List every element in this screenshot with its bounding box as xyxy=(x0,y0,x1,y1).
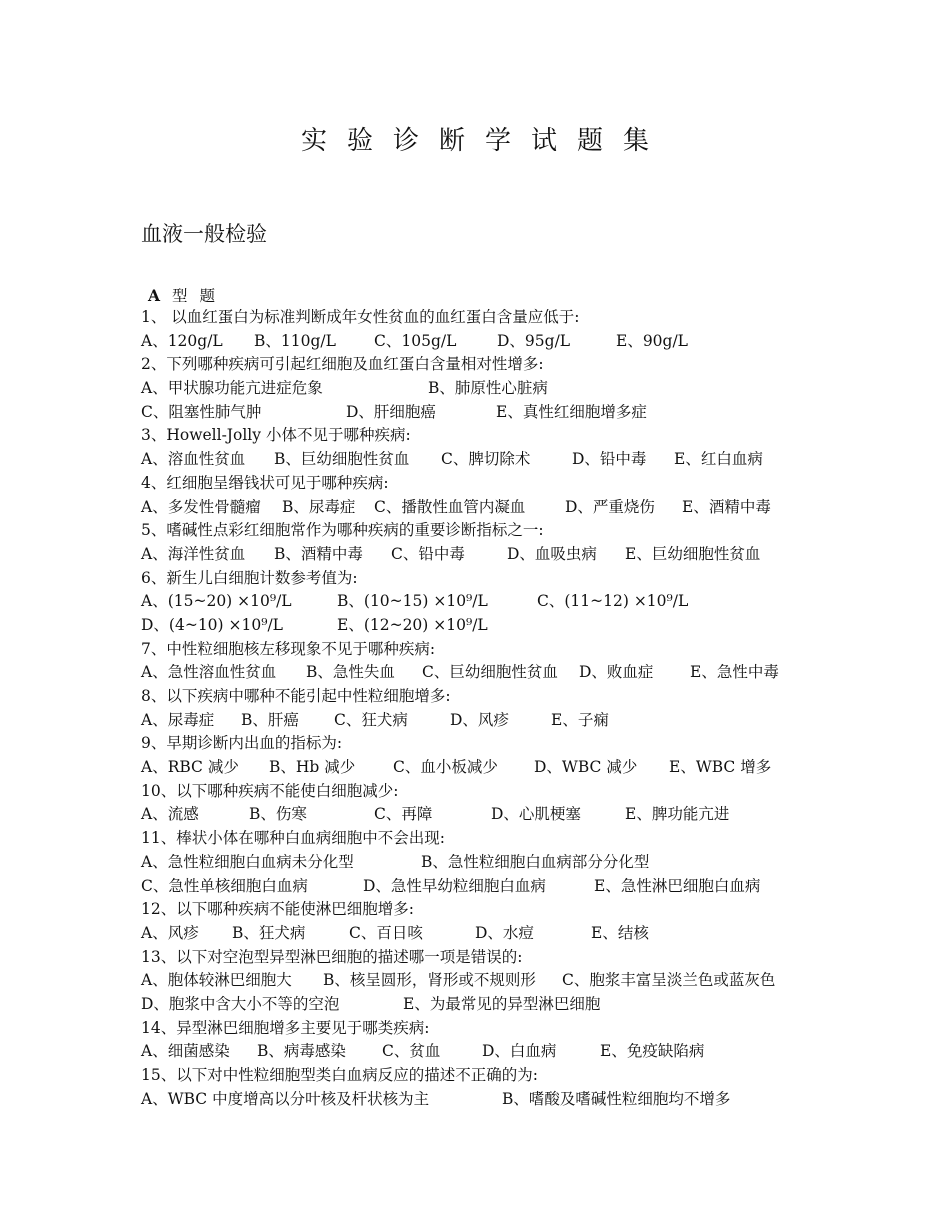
question-type-heading xyxy=(148,284,227,306)
answer-option: B、(10~15) ×10⁹/L xyxy=(337,592,488,611)
answer-option: A、RBC 减少 xyxy=(141,758,239,777)
answer-option: D、胞浆中含大小不等的空泡 xyxy=(141,994,340,1013)
answer-option: B、急性失血 xyxy=(306,663,395,682)
answer-option: B、急性粒细胞白血病部分分化型 xyxy=(421,852,650,871)
question-type-letter: A xyxy=(148,286,161,305)
answer-option: A、尿毒症 xyxy=(141,710,215,729)
question-stem: 15、以下对中性粒细胞型类白血病反应的描述不正确的为: xyxy=(141,1066,538,1084)
answer-options-row xyxy=(141,851,841,875)
section-heading: 血液一般检验 xyxy=(141,222,267,246)
answer-options-row xyxy=(141,803,841,827)
answer-option: E、为最常见的异型淋巴细胞 xyxy=(403,994,601,1013)
answer-option: C、贫血 xyxy=(382,1042,441,1061)
answer-option: D、铅中毒 xyxy=(572,450,647,469)
question-type-label: 型题 xyxy=(172,287,228,305)
answer-option: E、免疫缺陷病 xyxy=(600,1042,705,1061)
question-stem: 8、以下疾病中哪种不能引起中性粒细胞增多: xyxy=(141,687,451,705)
question-stem: 3、Howell-Jolly 小体不见于哪种疾病: xyxy=(141,426,411,445)
answer-option: C、狂犬病 xyxy=(334,710,408,729)
answer-option: B、Hb 减少 xyxy=(269,758,356,777)
answer-option: B、110g/L xyxy=(254,331,336,350)
answer-options-row xyxy=(141,922,841,946)
question-stem: 6、新生儿白细胞计数参考值为: xyxy=(141,568,358,587)
answer-option: D、严重烧伤 xyxy=(565,497,655,516)
answer-option: E、(12~20) ×10⁹/L xyxy=(337,615,488,634)
answer-option: D、WBC 减少 xyxy=(534,758,638,777)
answer-option: C、铅中毒 xyxy=(391,544,465,563)
answer-option: B、狂犬病 xyxy=(232,923,306,942)
answer-option: D、95g/L xyxy=(497,331,571,350)
answer-option: A、多发性骨髓瘤 xyxy=(141,497,261,516)
answer-option: D、(4~10) ×10⁹/L xyxy=(141,615,283,634)
question-stem: 14、异型淋巴细胞增多主要见于哪类疾病: xyxy=(141,1018,430,1037)
answer-option: A、急性溶血性贫血 xyxy=(141,663,277,682)
answer-options-row xyxy=(141,1040,841,1064)
answer-option: A、溶血性贫血 xyxy=(141,450,246,469)
answer-options-row xyxy=(141,756,841,780)
answer-option: C、急性单核细胞白血病 xyxy=(141,876,308,895)
answer-option: B、伤寒 xyxy=(249,805,307,824)
answer-options-row xyxy=(141,590,841,614)
answer-option: D、急性早幼粒细胞白血病 xyxy=(363,876,546,895)
answer-option: B、酒精中毒 xyxy=(274,544,363,563)
answer-option: E、子痫 xyxy=(551,710,609,729)
answer-option: E、结核 xyxy=(591,923,649,942)
answer-option: E、90g/L xyxy=(616,331,688,350)
question-stem: 9、早期诊断内出血的指标为: xyxy=(141,734,343,753)
answer-options-row xyxy=(141,496,841,520)
answer-option: B、核呈圆形，肾形或不规则形 xyxy=(323,971,536,990)
answer-option: D、水痘 xyxy=(475,923,534,942)
answer-options-row xyxy=(141,448,841,472)
question-stem: 7、中性粒细胞核左移现象不见于哪种疾病: xyxy=(141,639,436,658)
answer-option: A、海洋性贫血 xyxy=(141,544,246,563)
answer-option: A、(15~20) ×10⁹/L xyxy=(141,592,292,611)
answer-option: D、肝细胞癌 xyxy=(346,402,436,421)
answer-option: B、肝癌 xyxy=(241,710,299,729)
answer-option: C、血小板减少 xyxy=(393,758,498,777)
question-stem: 1、 以血红蛋白为标准判断成年女性贫血的血红蛋白含量应低于: xyxy=(141,308,580,326)
question-stem: 5、嗜碱性点彩红细胞常作为哪种疾病的重要诊断指标之一: xyxy=(141,521,544,540)
answer-option: C、脾切除术 xyxy=(441,450,531,469)
answer-options-row xyxy=(141,993,841,1017)
answer-option: E、急性淋巴细胞白血病 xyxy=(594,876,761,895)
question-stem: 10、以下哪种疾病不能使白细胞减少: xyxy=(141,781,399,800)
answer-options-row xyxy=(141,661,841,685)
question-stem: 13、以下对空泡型异型淋巴细胞的描述哪一项是错误的: xyxy=(141,947,523,966)
answer-options-row xyxy=(141,543,841,567)
answer-option: B、尿毒症 xyxy=(282,497,356,516)
answer-option: C、再障 xyxy=(374,805,433,824)
answer-option: E、脾功能亢进 xyxy=(625,805,730,824)
question-stem: 4、红细胞呈缗钱状可见于哪种疾病: xyxy=(141,473,389,492)
answer-option: A、120g/L xyxy=(141,331,223,350)
answer-option: D、白血病 xyxy=(482,1042,557,1061)
answer-options-row xyxy=(141,401,841,425)
answer-options-row xyxy=(141,709,841,733)
answer-option: C、阻塞性肺气肿 xyxy=(141,402,262,421)
answer-option: A、甲状腺功能亢进症危象 xyxy=(141,379,323,398)
answer-option: E、巨幼细胞性贫血 xyxy=(625,544,761,563)
answer-option: E、WBC 增多 xyxy=(669,758,772,777)
answer-option: D、风疹 xyxy=(450,710,509,729)
answer-options-row xyxy=(141,330,841,354)
answer-option: A、流感 xyxy=(141,805,199,824)
answer-option: C、105g/L xyxy=(374,331,457,350)
answer-option: E、酒精中毒 xyxy=(682,497,771,516)
answer-option: A、细菌感染 xyxy=(141,1042,230,1061)
answer-option: B、病毒感染 xyxy=(257,1042,346,1061)
answer-option: E、红白血病 xyxy=(674,450,763,469)
question-stem: 2、下列哪种疾病可引起红细胞及血红蛋白含量相对性增多: xyxy=(141,355,544,374)
answer-options-row xyxy=(141,614,841,638)
question-list xyxy=(141,306,841,1111)
answer-option: B、嗜酸及嗜碱性粒细胞均不增多 xyxy=(502,1089,731,1108)
answer-options-row xyxy=(141,1088,841,1112)
answer-option: A、胞体较淋巴细胞大 xyxy=(141,971,292,990)
answer-option: D、败血症 xyxy=(579,663,654,682)
answer-option: B、巨幼细胞性贫血 xyxy=(274,450,410,469)
answer-option: E、真性红细胞增多症 xyxy=(496,402,647,421)
answer-option: B、肺原性心脏病 xyxy=(428,379,548,398)
answer-options-row xyxy=(141,377,841,401)
answer-option: D、血吸虫病 xyxy=(507,544,597,563)
answer-option: C、胞浆丰富呈淡兰色或蓝灰色 xyxy=(562,971,776,990)
answer-option: D、心肌梗塞 xyxy=(491,805,581,824)
answer-option: C、播散性血管内凝血 xyxy=(374,497,526,516)
answer-option: A、急性粒细胞白血病未分化型 xyxy=(141,852,354,871)
answer-option: C、(11~12) ×10⁹/L xyxy=(537,592,689,611)
answer-options-row xyxy=(141,875,841,899)
answer-option: C、百日咳 xyxy=(349,923,423,942)
answer-option: A、风疹 xyxy=(141,923,199,942)
answer-option: C、巨幼细胞性贫血 xyxy=(422,663,558,682)
question-stem: 12、以下哪种疾病不能使淋巴细胞增多: xyxy=(141,900,414,919)
answer-option: A、WBC 中度增高以分叶核及杆状核为主 xyxy=(141,1089,430,1108)
answer-options-row xyxy=(141,969,841,993)
answer-option: E、急性中毒 xyxy=(690,663,779,682)
question-stem: 11、棒状小体在哪种白血病细胞中不会出现: xyxy=(141,829,445,848)
document-title: 实验诊断学试题集 xyxy=(300,126,669,156)
